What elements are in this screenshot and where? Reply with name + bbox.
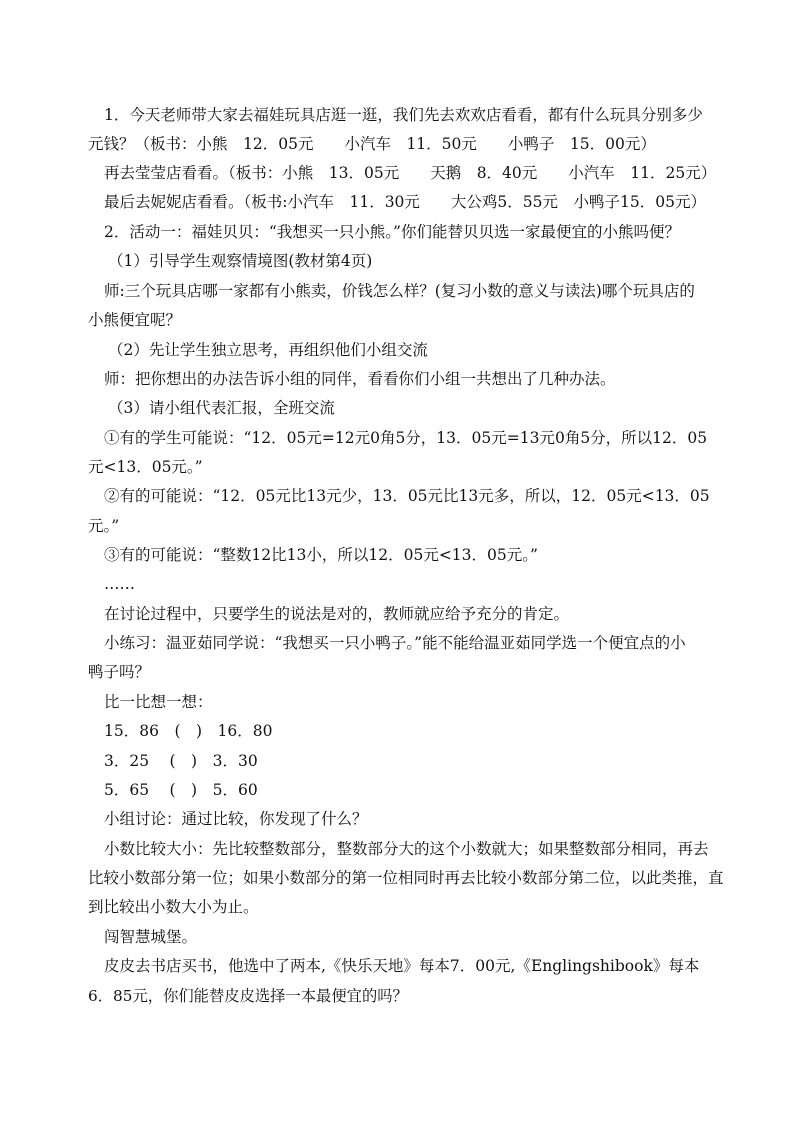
text-line: 在讨论过程中，只要学生的说法是对的，教师就应给予充分的肯定。 bbox=[104, 605, 570, 623]
text-line: 元<13．05元。” bbox=[88, 458, 203, 476]
text-line: 闯智慧城堡。 bbox=[104, 928, 198, 946]
text-line: （3）请小组代表汇报，全班交流 bbox=[108, 399, 335, 417]
text-line: 元钱？（板书：小熊 12．05元 小汽车 11．50元 小鸭子 15．00元） bbox=[88, 135, 656, 153]
text-line: ③有的可能说：“整数12比13小，所以12．05元<13．05元。” bbox=[104, 546, 538, 564]
text-line: 5．65 ( ) 5．60 bbox=[104, 781, 258, 799]
text-line: 师：把你想出的办法告诉小组的同伴，看看你们小组一共想出了几种办法。 bbox=[104, 370, 616, 388]
text-line: 再去莹莹店看看。（板书：小熊 13．05元 天鹅 8．40元 小汽车 11．25元） bbox=[104, 164, 717, 182]
text-line: 小练习：温亚茹同学说：“我想买一只小鸭子。”能不能给温亚茹同学选一个便宜点的小 bbox=[104, 634, 686, 652]
text-line: ①有的学生可能说：“12．05元=12元0角5分，13．05元=13元0角5分，所以12．05 bbox=[104, 429, 708, 447]
text-line: …… bbox=[104, 575, 135, 593]
text-line: 元。” bbox=[88, 517, 120, 535]
text-line: 比较小数部分第一位；如果小数部分的第一位相同时再去比较小数部分第二位，以此类推，直 bbox=[88, 869, 724, 887]
text-line: 最后去妮妮店看看。（板书:小汽车 11．30元 大公鸡5．55元 小鸭子15．05元） bbox=[104, 193, 706, 211]
text-line: 小熊便宜呢？ bbox=[88, 311, 182, 329]
text-line: 15．86 ( ) 16．80 bbox=[104, 722, 273, 740]
text-line: （2）先让学生独立思考，再组织他们小组交流 bbox=[108, 341, 428, 359]
text-line: （1）引导学生观察情境图(教材第4页) bbox=[108, 252, 373, 270]
text-line: 师:三个玩具店哪一家都有小熊卖，价钱怎么样？(复习小数的意义与读法)哪个玩具店的 bbox=[104, 282, 695, 300]
text-line: 2．活动一：福娃贝贝：“我想买一只小熊。”你们能替贝贝选一家最便宜的小熊吗便？ bbox=[104, 223, 680, 241]
text-line: 比一比想一想： bbox=[104, 693, 213, 711]
text-line: 鸭子吗？ bbox=[88, 663, 151, 681]
text-line: 小数比较大小：先比较整数部分，整数部分大的这个小数就大；如果整数部分相同，再去 bbox=[104, 840, 709, 858]
text-line: 到比较出小数大小为止。 bbox=[88, 898, 259, 916]
text-line: 6．85元，你们能替皮皮选择一本最便宜的吗？ bbox=[88, 987, 408, 1005]
text-line: 小组讨论：通过比较，你发现了什么？ bbox=[104, 810, 368, 828]
text-line: 1．今天老师带大家去福娃玩具店逛一逛，我们先去欢欢店看看，都有什么玩具分别多少 bbox=[104, 106, 703, 124]
text-line: 皮皮去书店买书，他选中了两本,《快乐天地》每本7．00元,《Englingshibook》每本 bbox=[104, 957, 700, 975]
text-line: ②有的可能说：“12．05元比13元少，13．05元比13元多，所以，12．05元<13．05 bbox=[104, 487, 710, 505]
text-line: 3．25 ( ) 3．30 bbox=[104, 752, 258, 770]
